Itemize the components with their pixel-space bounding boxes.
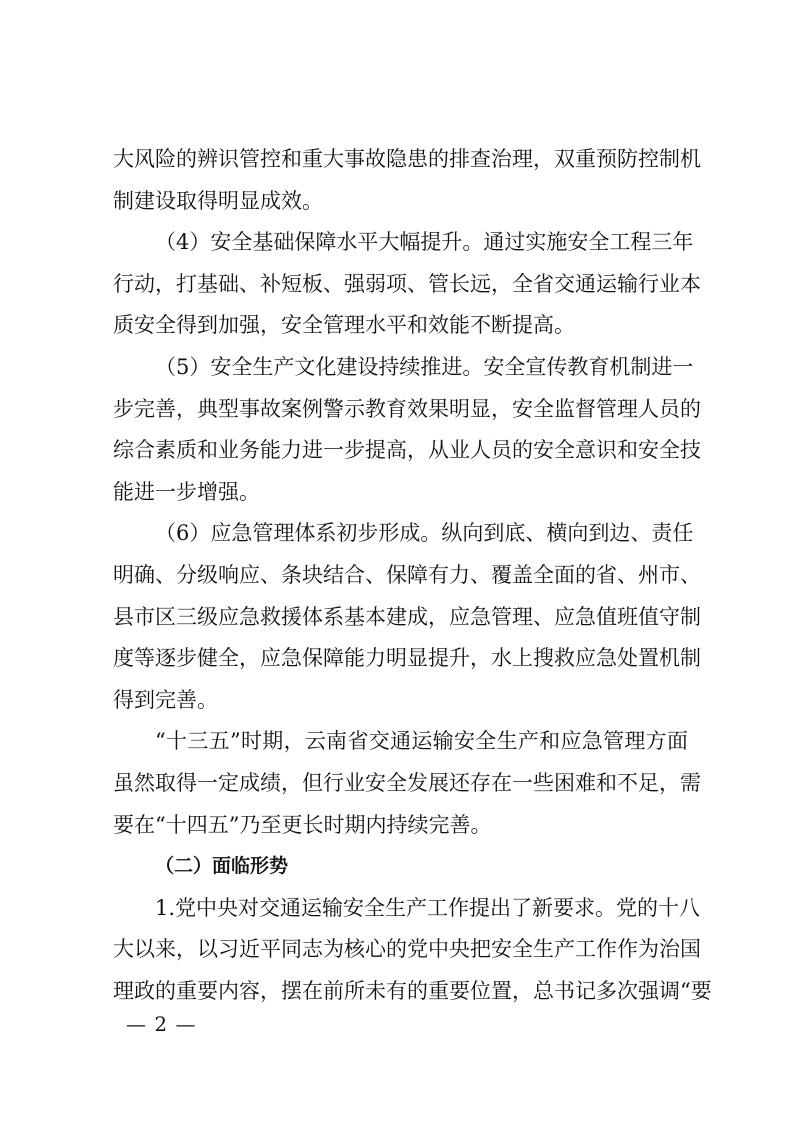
text-line: （5）安全生产文化建设持续推进。安全宣传教育机制进一 (155, 354, 694, 379)
text-line: （4）安全基础保障水平大幅提升。通过实施安全工程三年 (155, 230, 694, 255)
text-line: 度等逐步健全，应急保障能力明显提升，水上搜救应急处置机制 (113, 646, 701, 671)
text-line: 理政的重要内容，摆在前所未有的重要位置，总书记多次强调“要 (113, 978, 712, 1003)
text-line: 能进一步增强。 (113, 479, 260, 504)
text-line: 得到完善。 (113, 687, 218, 712)
text-line: 制建设取得明显成效。 (113, 188, 323, 213)
text-line: 明确、分级响应、条块结合、保障有力、覆盖全面的省、州市、 (113, 562, 701, 587)
text-line: 大以来，以习近平同志为核心的党中央把安全生产工作作为治国 (113, 937, 701, 962)
text-line: （6）应急管理体系初步形成。纵向到底、横向到边、责任 (155, 521, 694, 546)
document-body (113, 139, 712, 1012)
text-line: 大风险的辨识管控和重大事故隐患的排查治理，双重预防控制机 (113, 147, 701, 171)
paragraphs-before-heading (113, 139, 701, 846)
text-line: 县市区三级应急救援体系基本建成，应急管理、应急值班值守制 (113, 604, 701, 629)
text-line: 质安全得到加强，安全管理水平和效能不断提高。 (113, 313, 575, 338)
paragraphs-after-heading (113, 888, 712, 1013)
text-line: 1.党中央对交通运输安全生产工作提出了新要求。党的十八 (155, 895, 701, 920)
text-line: 虽然取得一定成绩，但行业安全发展还存在一些困难和不足，需 (113, 770, 701, 795)
text-line: 步完善，典型事故案例警示教育效果明显，安全监督管理人员的 (113, 396, 701, 421)
section-heading: （二）面临形势 (155, 855, 289, 878)
text-line: “十三五”时期，云南省交通运输安全生产和应急管理方面 (155, 729, 688, 754)
text-line: 行动，打基础、补短板、强弱项、管长远，全省交通运输行业本 (113, 271, 701, 296)
page-number: — 2 — (126, 1012, 197, 1036)
text-line: 要在“十四五”乃至更长时期内持续完善。 (113, 812, 492, 837)
text-line: 综合素质和业务能力进一步提高，从业人员的安全意识和安全技 (113, 438, 701, 463)
